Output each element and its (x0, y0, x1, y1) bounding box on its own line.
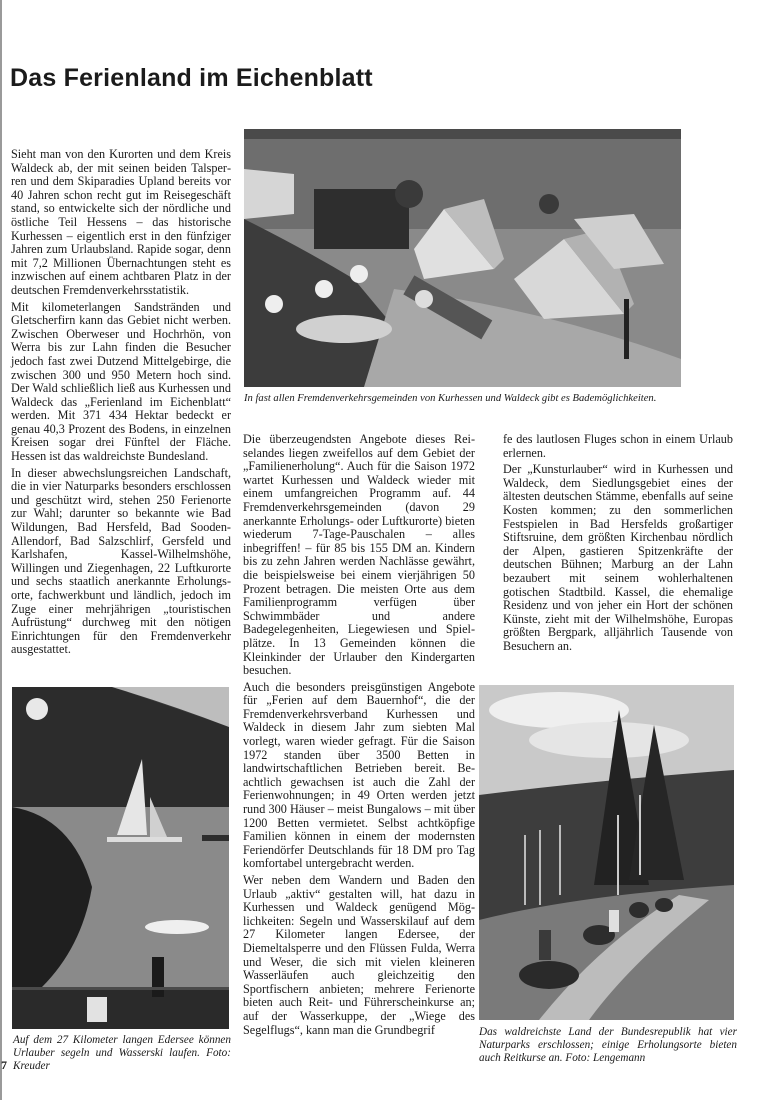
camping-site-photo (244, 129, 681, 387)
camping-photo-caption: In fast allen Fremdenverkehrsgemeinden von Kurhessen und Waldeck gibt es Bademöglichkeiten. (244, 393, 657, 404)
article-column-2 (243, 433, 475, 1040)
page-margin-line (0, 0, 2, 1100)
paragraph: Der „Kunsturlauber“ wird in Kurhessen und Waldeck, dem Siedlungsgebiet eines der ältesten deutschen Stämme, ebenfalls auf seine Kosten kommen; zu den sommerlichen Festspielen in Bad Hersfelds großartiger Stiftsruine, dem größten Kirchenbau nördlich der Alpen, gastieren Spitzenkräfte der deutschen Bühnen; Marburg an der Lahn bezaubert mit seinem wohlerhaltenen gotischen Stadtbild. Kassel, die ehemalige Residenz und von jeher ein Hort der schönen Künste, zieht mit der Wilhelmshöhe, Europas größten Bergpark, alljährlich Tausende von Besuchern an. (503, 462, 733, 653)
article-column-3 (503, 433, 733, 657)
paragraph: Wer neben dem Wandern und Baden den Urlaub „aktiv“ gestalten will, hat dazu in Kurhessen und Waldeck genügend Möglichkeiten: Segeln und Wasserskilauf auf dem 27 Kilometer langen Edersee, der Diemeltalsperre und den Flüssen Fulda, Werra und Weser, die sich mit vielen kleineren Wasserläufen auch gleichzeitig den Sportfischern anbieten; mehrere Ferienorte bieten auch Reit- und Führerscheinkurse an; auf der Wasserkuppe, der „Wiege des Segelflugs“, kann man die Grundbegrif (243, 873, 475, 1037)
paragraph: Mit kilometerlangen Sandstränden und Gletscherfirn kann das Gebiet nicht werben. Zwischen Oberweser und Hochrhön, von Werra bis zur Lahn finden die Besucher jedoch fast zwei Dutzend Mittelgebirge, die zwischen 300 und 950 Metern hoch sind. Der Wald schließlich ließ aus Kurhessen und Waldeck das „Ferienland im Eichenblatt“ werden. Mit 371 434 Hektar bedeckt er genau 40,3 Prozent des Bodens, in einzelnen Kreisen sogar drei Fünftel der Fläche. Hessen ist das waldreichste Bundesland. (11, 299, 231, 464)
forest-photo-caption: Das waldreichste Land der Bundesrepublik hat vier Naturparks erschlossen; einige Erholungsorte bieten auch Reitkurse an. Foto: Lengemann (479, 1026, 737, 1064)
margin-mark: 7 (1, 1058, 7, 1072)
article-title: Das Ferienland im Eichenblatt (10, 64, 373, 92)
forest-horse-riding-photo (479, 685, 734, 1020)
paragraph: Auch die besonders preisgünstigen Angebote für „Ferien auf dem Bauernhof“, die der Fremdenverkehrsverband Kurhessen und Waldeck in diesem Jahr zum siebten Mal vorlegt, waren wieder gefragt. Für die Saison 1972 standen über 3500 Betten in landwirtschaftlichen Betrieben bereit. Beachtlich gewachsen ist auch die Zahl der Ferienwohnungen; in 49 Orten werden jetzt rund 300 Häuser – meist Bungalows – mit über 1200 Betten vermietet. Selbst achtköpfige Familien können in einem der modernsten Feriendörfer Deutschlands für 18 DM pro Tag komfortabel untergebracht werden. (243, 679, 475, 871)
paragraph: Sieht man von den Kurorten und dem Kreis Waldeck ab, der mit seinen beiden Talsperren und dem Skiparadies Upland bereits vor 40 Jahren schon recht gut im Reisegeschäft stand, so entwickelte sich der nördliche und östliche Teil Hessens – das historische Kurhessen – eigentlich erst in den fünfziger Jahren zum Urlaubsland. Rapide sogar, denn mit 7,2 Millionen Übernachtungen steht es inzwischen auf einem achtbaren Platz in der deutschen Fremdenverkehrsstatistik. (11, 147, 231, 297)
article-column-1 (11, 148, 231, 660)
paragraph: In dieser abwechslungsreichen Landschaft, die in vier Naturparks besonders erschlossen und geschützt wird, stehen 250 Ferienorte zur Wahl; darunter so bekannte wie Bad Wildungen, Bad Hersfeld, Bad Sooden-Allendorf, Bad Salzschlirf, Gersfeld und Karlshafen, Kassel-Wilhelmshöhe, Willingen und Ziegenhagen, 22 Luftkurorte und sechs staatlich anerkannte Erholungsorte, fachwerkbunt und ländlich, jedoch im Zuge einer mehrjährigen „touristischen Aufrüstung“ durchweg mit den nötigen Einrichtungen für den Fremdenverkehr ausgestattet. (11, 465, 231, 657)
lake-photo-caption: Auf dem 27 Kilometer langen Edersee können Urlauber segeln und Wasserski laufen. Foto: Kreuder (13, 1034, 231, 1072)
paragraph: fe des lautlosen Fluges schon in einem Urlaub erlernen. (503, 432, 733, 460)
edersee-sailing-photo (12, 687, 229, 1029)
paragraph: Die überzeugendsten Angebote dieses Reiselandes liegen zweifellos auf dem Gebiet der „Familienerholung“. Auch für die Saison 1972 wartet Kurhessen und Waldeck wieder mit einem umfangreichen Programm auf. 44 Fremdenverkehrsgemeinden (davon 29 anerkannte Erholungs- oder Luftkurorte) bieten wiederum 7-Tage-Pauschalen – alles inbegriffen! – für 85 bis 155 DM an. Kindern bis zu zehn Jahren werden Nachlässe gewährt, die beispielsweise bei einem vierjährigen 50 Prozent betragen. Die meisten Orte aus dem Familienprogramm verfügen über Schwimmbäder und andere Badegelegenheiten, Liegewiesen und Spielplätze. In 13 Gemeinden können die Kleinkinder der Urlauber den Kindergarten besuchen. (243, 432, 475, 678)
